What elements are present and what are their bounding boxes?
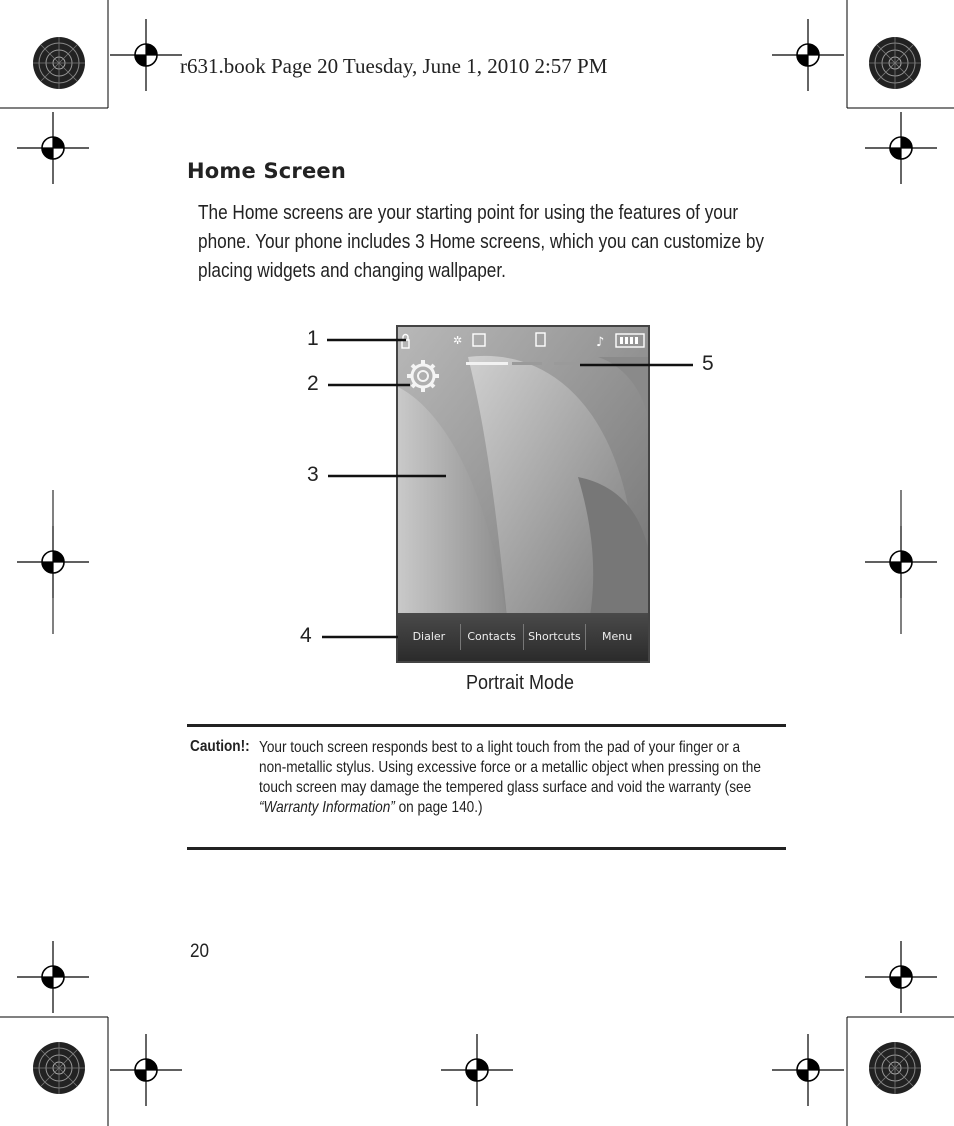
figure-caption: Portrait Mode xyxy=(466,672,575,694)
caution-text xyxy=(259,738,769,818)
callout-3: 3 xyxy=(307,463,319,486)
caution-text-before: Your touch screen responds best to a light touch from the pad of your finger or a non-metallic stylus. Using excessive force or a metallic object when pressing on the touch screen may damage the tempered glass surface and void the warranty (see xyxy=(259,739,761,796)
warranty-link[interactable]: “Warranty Information” xyxy=(259,799,395,816)
callout-4: 4 xyxy=(300,624,312,647)
page-number: 20 xyxy=(190,941,210,962)
svg-text:♪: ♪ xyxy=(596,335,605,350)
caution-top-rule xyxy=(187,724,786,727)
softkey-shortcuts[interactable]: Shortcuts xyxy=(523,624,586,650)
softkey-menu[interactable]: Menu xyxy=(585,624,648,650)
caution-label: Caution!: xyxy=(190,738,250,755)
svg-text:✲: ✲ xyxy=(453,334,463,347)
callout-5: 5 xyxy=(702,352,714,375)
book-header: r631.book Page 20 Tuesday, June 1, 2010 2:57 PM xyxy=(180,54,608,78)
section-title: Home Screen xyxy=(187,159,347,183)
intro-paragraph: The Home screens are your starting point for using the features of your phone. Your phone includes 3 Home screens, which you can customize by placing widgets and changing wallpaper. xyxy=(198,202,765,282)
callout-1: 1 xyxy=(307,327,319,350)
caution-bottom-rule xyxy=(187,847,786,850)
caution-text-after: on page 140.) xyxy=(394,799,483,816)
callout-2: 2 xyxy=(307,372,319,395)
softkey-dialer[interactable]: Dialer xyxy=(412,630,446,643)
softkey-contacts[interactable]: Contacts xyxy=(460,624,523,650)
